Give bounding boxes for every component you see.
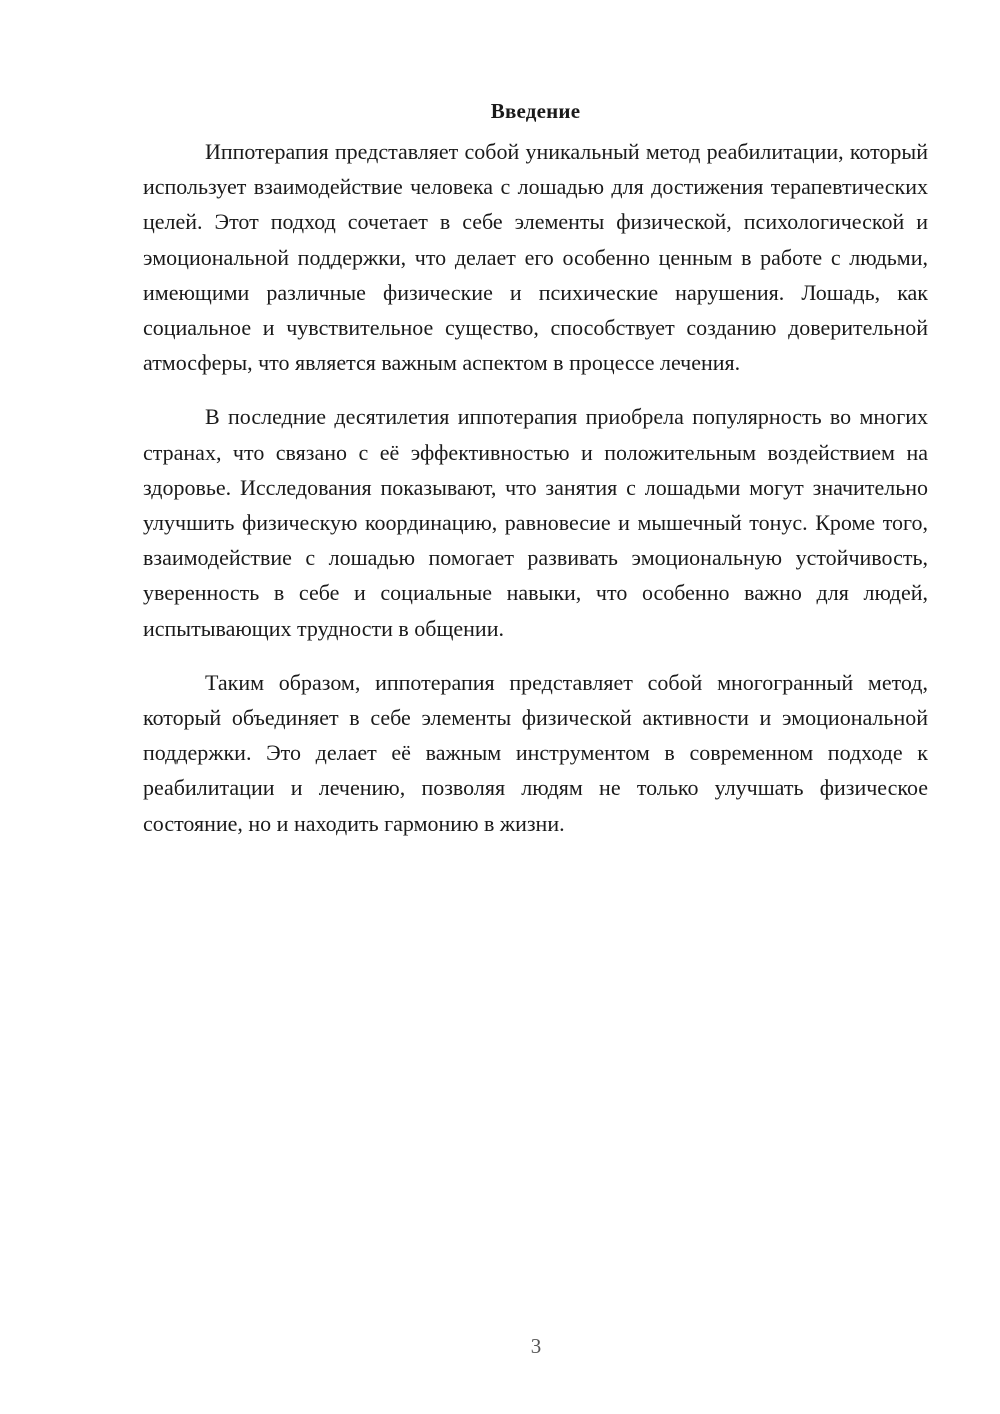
page-number: 3 xyxy=(530,1334,542,1358)
document-body xyxy=(143,95,928,860)
paragraph-3: Таким образом, иппотерапия представляет собой многогранный метод, который объединяет в себе элементы физической активности и эмоциональной поддержки. Это делает её важным инструментом в современном подходе к реабилитации и лечению, позволяя людям не только улучшать физическое состояние, но и находить гармонию в жизни. xyxy=(143,669,928,836)
paragraph-2: В последние десятилетия иппотерапия приобрела популярность во многих странах, что связано с её эффективностью и положительным воздействием на здоровье. Исследования показывают, что занятия с лошадьми могут значительно улучшить физическую координацию, равновесие и мышечный тонус. Кроме того, взаимодействие с лошадью помогает развивать эмоциональную устойчивость, уверенность в себе и социальные навыки, что особенно важно для людей, испытывающих трудности в общении. xyxy=(143,404,928,641)
section-heading: Введение xyxy=(490,99,581,123)
paragraph-1: Иппотерапия представляет собой уникальный метод реабилитации, который использует взаимодействие человека с лошадью для достижения терапевтических целей. Этот подход сочетает в себе элементы физической, психологической и эмоциональной поддержки, что делает его особенно ценным в работе с людьми, имеющими различные физические и психические нарушения. Лошадь, как социальное и чувствительное существо, способствует созданию доверительной атмосферы, что является важным аспектом в процессе лечения. xyxy=(143,139,928,376)
